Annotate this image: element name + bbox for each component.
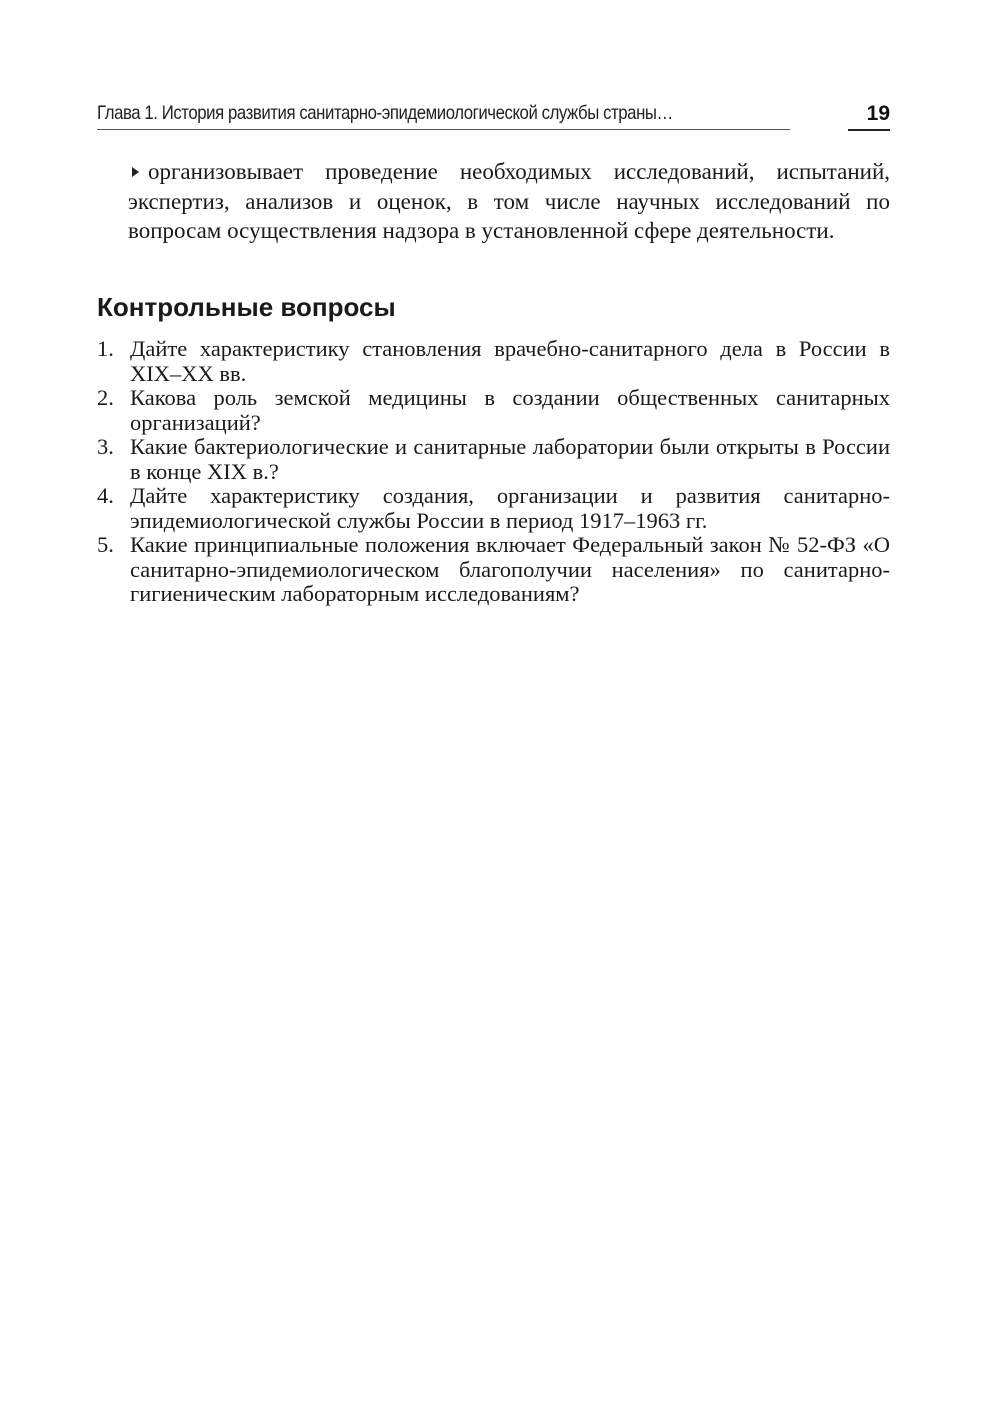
- section-heading: Контрольные вопросы: [97, 292, 396, 322]
- question-item: [97, 484, 890, 533]
- question-item: [97, 337, 890, 386]
- question-text: Какие принципиальные положения включает Федеральный закон № 52-ФЗ «О санитарно-эпидемиологическом благополучии населения» по санитарно-гигиеническим лабораторным исследованиям?: [130, 532, 890, 606]
- question-number: 3.: [97, 434, 114, 459]
- page-number: 19: [866, 102, 890, 125]
- question-item: [97, 386, 890, 435]
- question-item: [97, 533, 890, 607]
- question-text: Какие бактериологические и санитарные лаборатории были открыты в России в конце XIX в.?: [130, 434, 890, 484]
- bullet-paragraph: организовывает проведение необходимых исследований, испытаний, экспертиз, анализов и оценок, в том числе научных исследований по вопросам осуществления надзора в установленной сфере деятельности.: [128, 159, 890, 243]
- question-number: 4.: [97, 483, 114, 508]
- running-header: [97, 100, 890, 130]
- question-text: Дайте характеристику создания, организации и развития санитарно-эпидемиологической службы России в период 1917–1963 гг.: [130, 483, 890, 533]
- question-item: [97, 435, 890, 484]
- chapter-title: Глава 1. История развития санитарно-эпидемиологической службы страны…: [97, 102, 673, 124]
- header-rule: [97, 129, 790, 130]
- page-number-rule: [848, 129, 890, 131]
- question-number: 5.: [97, 532, 114, 557]
- question-text: Какова роль земской медицины в создании общественных санитарных организаций?: [130, 385, 890, 435]
- question-number: 1.: [97, 336, 114, 361]
- question-text: Дайте характеристику становления врачебно-санитарного дела в России в XIX–XX вв.: [130, 336, 890, 386]
- questions-list: [97, 337, 890, 607]
- question-number: 2.: [97, 385, 114, 410]
